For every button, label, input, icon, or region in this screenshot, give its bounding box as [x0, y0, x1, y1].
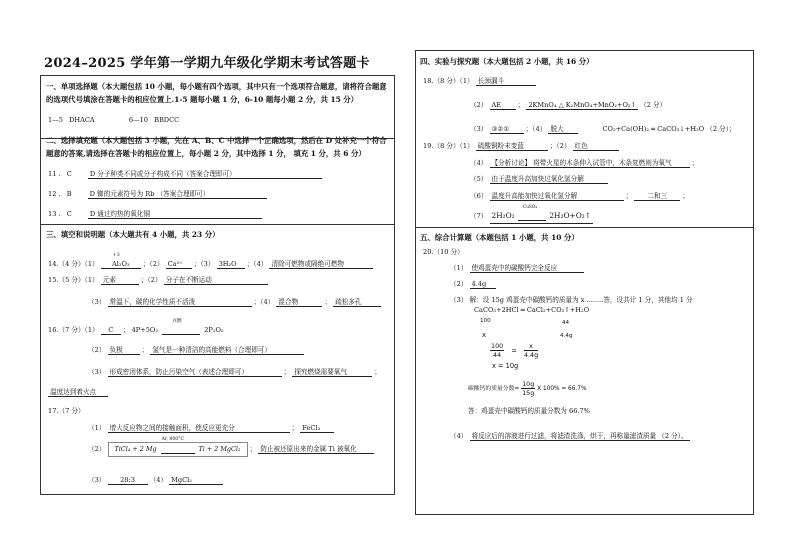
q15-2-label: ；（2） [140, 276, 162, 284]
q17-head: 17.（7 分） [48, 407, 85, 415]
q18-1-answer: 长颈漏斗 [476, 75, 536, 86]
q20-1-label: （1） [450, 264, 468, 272]
q17-eq-arrow [161, 437, 195, 454]
q19-row-e [470, 204, 593, 224]
q17-1-label: （1） [88, 424, 106, 432]
answer-1-5: DHACA [69, 116, 95, 124]
q20-row-2 [450, 278, 496, 289]
q17-1b-answer: FeCl₃ [300, 424, 334, 433]
q16-row-b: （2） 负极 ； 氢气是一种清洁的高能燃料（合理即可） [88, 344, 304, 355]
q16-3-answer-c: 温度达到着火点 [48, 386, 108, 397]
q19-row-a [423, 140, 619, 151]
q20-fraction-label: 碳酸钙的质量分数= [468, 386, 520, 392]
q19-6-equation [490, 204, 593, 224]
q11-number: 11 . [48, 170, 61, 178]
q14-4-answer: 清除可燃物或隔绝可燃物 [269, 258, 373, 269]
q14-1-blank [101, 253, 141, 269]
q20-proportion: $\frac{100}{44}$ = $\frac{x}{4.4g}$ [491, 342, 539, 359]
q12-choice: B [66, 190, 72, 198]
q12-answer: D 铷的元素符号为 Rb （答案合理即可） [88, 188, 267, 199]
q16-row-c: （3） 形成密闭体系，防止污染空气（表述合理即可） ； 探究燃烧需要氧气 ； [88, 368, 382, 376]
q17-3-label: （3） [88, 476, 106, 484]
q20-prop-right [524, 342, 538, 359]
q16-2-answer-b: 氢气是一种清洁的高能燃料（合理即可） [150, 344, 304, 355]
page-title: 2024–2025 学年第一学期九年级化学期末考试答题卡 [44, 56, 370, 71]
q15-2-answer: 分子在不断运动 [164, 274, 268, 285]
answer-range-1-5: 1—5 [48, 116, 63, 124]
q20-mass-44: 44 [562, 320, 570, 326]
q20-fraction [521, 380, 535, 397]
section1-title: 一、单项选择题（本大题包括 10 小题，每小题有四个选项，其中只有一个选项符合题意，请将符合题意的选项代号填涂在答题卡的相应位置上.1-5 题每小题 1 分，6-10 题每小题 2 分，共 15 分） [46, 82, 387, 104]
q19-1-answer: 硫酸铜粉末变蓝 [476, 140, 548, 151]
q20-4-label: （4） [450, 432, 468, 440]
q20-row-4 [450, 430, 690, 441]
q16-3-answer-b: 探究燃烧需要氧气 [292, 366, 372, 377]
q20-head: 20.（10 分） [423, 248, 464, 256]
q19-4-label: （5） [470, 175, 488, 183]
q20-prop-left [490, 342, 504, 359]
q20-3-label: （3） [450, 296, 468, 304]
q15-3-answer: 常温下，碳的化学性质不活泼 [108, 296, 252, 307]
q11-row [48, 168, 322, 179]
q15-4-answer: 混合物 [276, 296, 322, 307]
q16-1-answer: C [101, 326, 121, 335]
q16-row-a: 16.（7 分）（1） C ； 4P+5O₂ 点燃 2P₂O₅ [48, 319, 224, 334]
q20-44g: 4.4g [560, 333, 573, 339]
q19-5b-answer: 二和三 [634, 190, 680, 201]
q17-eq-left: TiCl₄ + 2 Mg [114, 445, 157, 453]
q18-2-equation: 2KMnO₄ △ K₂MnO₄+MnO₂+O₂↑ [528, 101, 637, 109]
q16-eq-right: 2P₂O₅ [204, 326, 224, 334]
q18-head: 18.（8 分）（1） [423, 77, 474, 85]
q19-eq-right: 2H₂O+O₂↑ [549, 211, 591, 220]
answer-6-10: BBDCC [154, 116, 180, 124]
q20-3-solution: 解：设 15g 鸡蛋壳中碳酸钙的质量为 x ........答，设共计 1 分，其他均 1 分 [469, 296, 693, 304]
q16-3-answer-a: 形成密闭体系，防止污染空气（表述合理即可） [108, 366, 282, 377]
q18-row-b: （2） AE ； 2KMnO₄ △ K₂MnO₄+MnO₂+O₂↑ （2 分） [470, 101, 667, 109]
q17-row-b: （2） TiCl₄ + 2 Mg Ar, 800°C Ti + 2 MgCl₂ ； 防止被还原出来的金属 Ti 被氧化 [88, 442, 374, 457]
q14-1-answer: Al₂O₃ [111, 260, 130, 268]
q16-eq-left: 4P+5O₂ [131, 326, 158, 334]
q14-valence: +3 [112, 253, 120, 258]
q17-1-answer: 增大反应物之间的接触面积，使反应更充分 [108, 422, 290, 433]
q19-3-answer: 【分析讨论】 将带火星的木条伸入试管中，木条复燃则为氧气 [490, 157, 690, 168]
q16-2-label: （2） [88, 346, 106, 354]
section1-title-line1 [46, 80, 391, 106]
section4-title: 四、实验与探究题（本大题包括 2 小题，共 16 分） [420, 57, 594, 66]
q14-head: 14.（4 分）（1） [48, 260, 99, 268]
q15-1-answer: 元素 [101, 274, 139, 285]
q20-4-answer: 将反应后的溶液进行过滤，将滤渣洗涤，烘干，再称量滤渣质量 （2 分）。 [471, 432, 688, 440]
q15-head: 15.（5 分）（1） [48, 276, 99, 284]
q20-mass-100: 100 [480, 318, 491, 324]
q14-3-label: ；（3） [193, 260, 215, 268]
q11-choice: C [66, 170, 72, 178]
q19-row-c [470, 173, 608, 184]
q12-number: 12 . [48, 190, 61, 198]
q18-2-points: （2 分） [640, 101, 667, 109]
q15-row-a [48, 274, 268, 285]
q20-x: x [482, 331, 486, 339]
q14-2-answer: Ca²⁺ [166, 260, 192, 269]
q20-2-answer: 4.4g [470, 280, 496, 289]
q20-prop-n2: x [524, 342, 538, 351]
section2-title [46, 134, 391, 160]
q18-5-points: （2 分）； [706, 125, 736, 133]
q19-5-label: （6） [470, 192, 488, 200]
q20-prop-n1: 100 [491, 342, 504, 350]
section3-title: 三、填空和说明题（本大题共有 4 小题，共 23 分） [46, 230, 220, 239]
q19-head: 19.（8 分）（1） [423, 142, 474, 150]
q14-3-answer: 3H₂O [217, 260, 245, 269]
q18-5-equation: CO₂+Ca(OH)₂ ═ CaCO₃↓+H₂O [602, 125, 705, 133]
q18-3-answer: ③②① [490, 125, 524, 134]
q20-fraction-den: 15g [522, 389, 535, 397]
q20-row-3 [450, 294, 693, 304]
q19-eq-condition: CuSO₄ [523, 204, 537, 209]
q18-row-a [423, 75, 536, 86]
q17-4-answer: MgCl₂ [169, 476, 223, 485]
q20-mass-fraction [468, 380, 586, 397]
q13-number: 13 . [48, 210, 61, 218]
q19-eq-left: 2H₂O₂ [491, 211, 515, 220]
q19-row-d: （6） 温度升高能加快过氧化氢分解 ； 二和三 ； [470, 192, 690, 200]
q20-prop-d1: 44 [493, 351, 502, 359]
q18-4-label: ；（4） [525, 125, 547, 133]
answer-range-6-10: 6—10 [128, 116, 148, 124]
q16-2-answer-a: 负极 [108, 344, 140, 355]
q20-2-label: （2） [450, 280, 468, 288]
q14-2-label: ；（2） [142, 260, 164, 268]
q12-row [48, 188, 267, 199]
q18-2-label: （2） [470, 101, 488, 109]
q17-2-label: （2） [88, 445, 106, 453]
q14-4-label: ；（4） [246, 260, 268, 268]
q19-2-answer: 红色 [573, 140, 619, 151]
q16-row-d [48, 386, 108, 397]
q20-fraction-result: X 100% = 66.7% [537, 386, 587, 392]
q15-3-label: （3） [88, 298, 106, 306]
q16-3-label: （3） [88, 368, 106, 376]
q19-6-label: （7） [470, 212, 488, 220]
q13-answer: D 通过灼热的氧化铜 [88, 208, 262, 219]
q16-eq-arrow [162, 319, 200, 335]
q17-2b-answer: 防止被还原出来的金属 Ti 被氧化 [258, 443, 374, 454]
q16-eq-condition: 点燃 [172, 319, 182, 324]
q13-choice: C [66, 210, 72, 218]
q15-4-label: ；（4） [253, 298, 275, 306]
q20-answer: 答：鸡蛋壳中碳酸钙的质量分数为 66.7% [468, 407, 590, 415]
q18-3-label: （3） [470, 125, 488, 133]
q17-3-answer: 28:3 [108, 476, 148, 485]
q19-5-answer: 温度升高能加快过氧化氢分解 [490, 190, 624, 201]
q19-3-label: （4） [470, 159, 488, 167]
section1-answers [48, 116, 179, 124]
q17-row-c [88, 474, 223, 485]
q11-answer: D 分子种类不同或分子构成不同（答案合理即可） [88, 168, 322, 179]
q20-x-value: x = 10g [492, 362, 519, 370]
q20-fraction-num: 10g [522, 380, 535, 388]
q19-eq-arrow [518, 204, 546, 221]
section2-title-text: 二、选择填充题（本大题包括 3 小题，先在 A、B、C 中选择一个正确选项，然后在 D 处补充一个符合题意的答案,请选择在答题卡的相应位置上，每小题 2 分，其中选择 1 分， 填充 1 分，共 6 分） [46, 136, 387, 158]
q15-row-b: （3） 常温下，碳的化学性质不活泼 ；（4） 混合物 ； 疏松多孔 [88, 296, 381, 307]
q16-head: 16.（7 分）（1） [48, 326, 99, 334]
q20-1-answer: 使鸡蛋壳中的碳酸钙完全反应 [470, 262, 584, 273]
q17-eq-right: Ti + 2 MgCl₂ [198, 445, 241, 453]
q15-5-answer: 疏松多孔 [333, 296, 381, 307]
q20-equation: CaCO₃+2HCl ═ CaCl₂+CO₂↑+H₂O [474, 306, 590, 314]
section5-title: 五、综合计算题（本题包括 1 小题，共 10 分） [420, 233, 579, 242]
q17-row-a: （1） 增大反应物之间的接触面积，使反应更充分 ； FeCl₃ [88, 422, 334, 433]
q13-row [48, 208, 262, 219]
q19-2-label: ；（2） [549, 142, 571, 150]
q14-row [48, 253, 373, 269]
q19-4-answer: 由于温度升高加快过氧化氢分解 [490, 173, 608, 184]
q18-2-answer: AE [490, 101, 516, 110]
q17-4-label: （4） [149, 476, 167, 484]
q20-prop-d2: 4.4g [523, 351, 539, 359]
q17-eq-condition: Ar, 800°C [161, 437, 185, 442]
q19-row-b: （4） 【分析讨论】 将带火星的木条伸入试管中，木条复燃则为氧气 ； [470, 159, 699, 167]
q18-4-answer: 脱大 [548, 123, 578, 134]
q20-row-1 [450, 262, 584, 273]
q18-row-c [470, 123, 736, 134]
